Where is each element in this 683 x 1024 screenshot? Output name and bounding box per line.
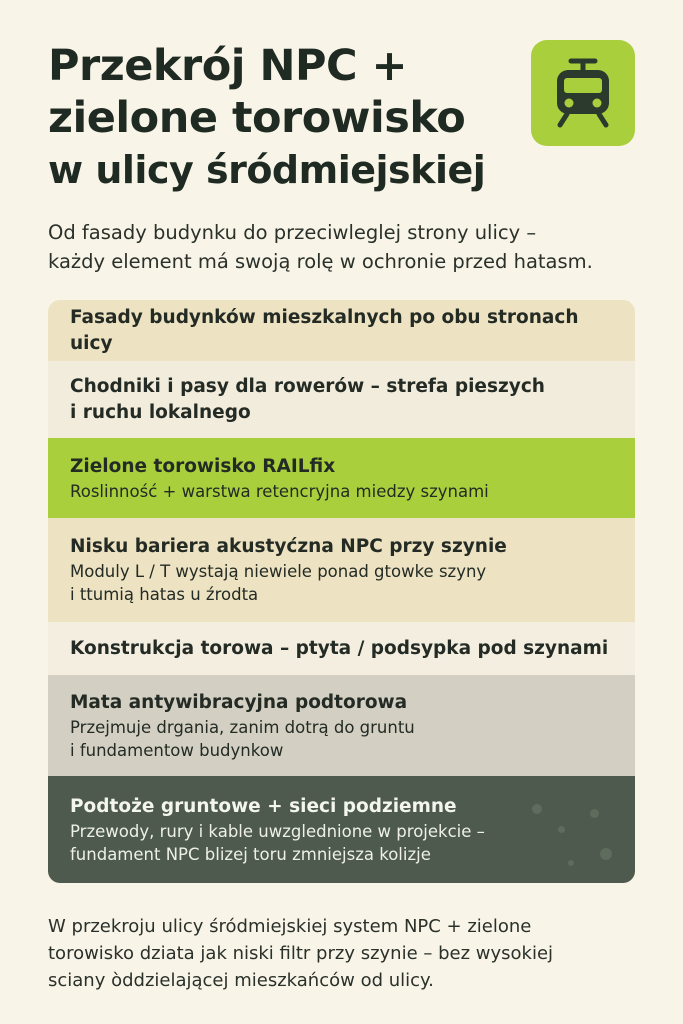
layer-desc-line: Przejmuje drgania, zanim dotrą do gruntu: [70, 717, 415, 737]
layer-description: [70, 820, 613, 866]
layer-title-line: Mata antywibracyjna podtorowa: [70, 691, 408, 713]
title-line: Przekrój NPC +: [48, 41, 408, 91]
layer-sidewalks: [48, 361, 635, 438]
summary-line: W przekroju ulicy śródmiejskiej system NPC + zielone: [48, 916, 532, 937]
layer-title-line: i ruchu lokalnego: [70, 401, 251, 423]
layer-desc-line: fundament NPC blizej toru zmniejsza kolizje: [70, 844, 431, 864]
layer-desc-line: i fundamentow budynkow: [70, 740, 284, 760]
layer-anti-vibration-mat: [48, 675, 635, 776]
layer-desc-line: Roslinność + warstwa retencryjna miedzy szynami: [70, 481, 489, 501]
intro-text: [48, 218, 648, 276]
layer-title: [70, 690, 613, 716]
summary-line: sciany òddzielającej mieszkańców od ulicy.: [48, 970, 434, 991]
tram-icon-tile: [531, 40, 635, 146]
title-line: w ulicy śródmiejskiej: [48, 148, 486, 192]
layer-title-line: Zielone torowisko RAILfix: [70, 455, 336, 477]
layer-title: [70, 374, 613, 426]
layer-description: [70, 716, 613, 762]
layer-subsoil-utilities: [48, 776, 635, 883]
layer-title: [70, 636, 613, 662]
intro-line: Od fasady budynku do przeciwleglej strony ulicy –: [48, 221, 537, 244]
layer-description: [70, 560, 613, 606]
layer-title-line: Fasady budynków mieszkalnych po obu stronach uicy: [70, 306, 579, 354]
layer-title-line: Podtoże gruntowe + sieci podziemne: [70, 795, 457, 817]
layer-title: [70, 794, 613, 820]
layer-acoustic-barrier: [48, 518, 635, 622]
layer-title-line: Chodniki i pasy dla rowerów – strefa pieszych: [70, 375, 545, 397]
layer-desc-line: Przewody, rury i kable uwzglednione w projekcie –: [70, 821, 485, 841]
intro-line: każdy element má swoją rolę w ochronie przed hatasm.: [48, 250, 593, 273]
layer-title-line: Konstrukcja torowa – ptyta / podsypka pod szynami: [70, 637, 609, 659]
summary-text: [48, 913, 648, 994]
layer-desc-line: i ttumią hatas u źrodta: [70, 585, 259, 604]
layer-desc-line: Moduly L / T wystają niewiele ponad gtowke szyny: [70, 562, 487, 581]
cross-section-layers: [48, 300, 635, 883]
page-title: [48, 40, 508, 196]
layer-title: [70, 305, 613, 357]
layer-green-track: [48, 438, 635, 518]
title-line: zielone torowisko: [48, 93, 466, 143]
layer-track-structure: [48, 622, 635, 675]
layer-description: [70, 480, 613, 503]
tram-icon: [551, 58, 615, 128]
summary-line: torowisko dziata jak niski filtr przy szynie – bez wysokiej: [48, 943, 554, 964]
layer-title: [70, 454, 613, 480]
layer-title: [70, 534, 613, 560]
layer-facades: [48, 300, 635, 361]
layer-title-line: Nisku bariera akustyćzna NPC przy szynie: [70, 536, 507, 557]
